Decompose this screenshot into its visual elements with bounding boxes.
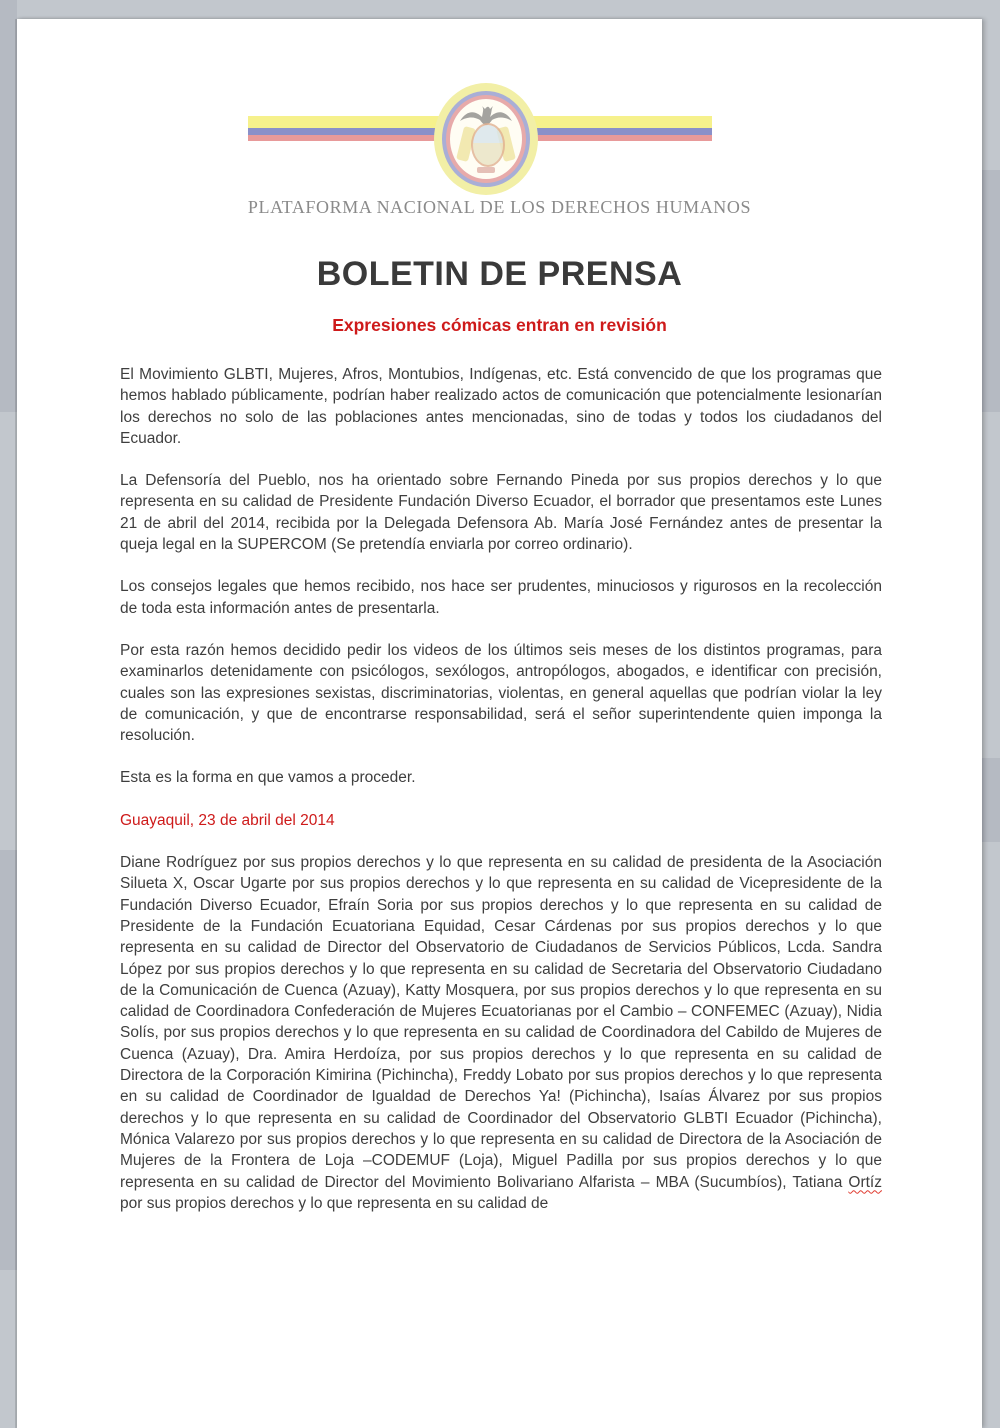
signatories-paragraph (120, 852, 882, 1214)
page-title: BOLETIN DE PRENSA (316, 255, 683, 293)
date-line: Guayaquil, 23 de abril del 2014 (120, 811, 335, 829)
background-shade-band (0, 0, 17, 412)
organization-name: PLATAFORMA NACIONAL DE LOS DERECHOS HUMANOS (247, 197, 752, 217)
condor-icon (459, 105, 513, 125)
body-paragraph: La Defensoría del Pueblo, nos ha orientado sobre Fernando Pineda por sus propios derechos y lo que representa en su calidad de Presidente Fundación Diverso Ecuador, el borrador que presentamos este Lunes 21 de abril del 2014, recibida por la Delegada Defensora Ab. María José Fernández antes de presentar la queja legal en la SUPERCOM (Se pretendía enviarla por correo ordinario). (120, 472, 882, 554)
body-paragraph: Por esta razón hemos decidido pedir los videos de los últimos seis meses de los distintos programas, para examinarlos detenidamente con psicólogos, sexólogos, antropólogos, abogados, e identificar con precisión, cuales son las expresiones sexistas, discriminatorias, violentas, en general aquellas que podrían violar la ley de comunicación, y que de encontrarse responsabilidad, será el señor superintendente quien imponga la resolución. (120, 641, 882, 745)
background-shade-band (0, 850, 17, 1270)
emblem-center (450, 99, 522, 179)
document-body (120, 364, 882, 1235)
emblem-ring-blue (442, 91, 530, 187)
emblem-ring-red (446, 95, 526, 183)
emblem-banner (477, 167, 495, 173)
background-shade-band (982, 758, 1000, 842)
document-page (17, 19, 982, 1428)
body-paragraph: El Movimiento GLBTI, Mujeres, Afros, Montubios, Indígenas, etc. Está convencido de que los programas que hemos hablado públicamente, podrían haber realizado actos de comunicación que potencialmente lesionarían los derechos no solo de las poblaciones antes mencionadas, sino de todas y todos los ciudadanos del Ecuador. (120, 366, 882, 447)
page-subtitle: Expresiones cómicas entran en revisión (332, 315, 667, 335)
emblem-shield (471, 123, 505, 167)
background-shade-band (982, 170, 1000, 412)
ecuador-coat-of-arms-icon (434, 83, 538, 195)
signatories-text-before: Diane Rodríguez por sus propios derechos y lo que representa en su calidad de presidenta de la Asociación Silueta X, Oscar Ugarte por sus propios derechos y lo que representa en su calidad de Vicepresidente de la Fundación Diverso Ecuador, Efraín Soria por sus propios derechos y lo que representa en su calidad de Presidente de la Fundación Ecuatoriana Equidad, Cesar Cárdenas por sus propios derechos y lo que representa en su calidad de Director del Observatorio de Ciudadanos de Servicios Públicos, Lcda. Sandra López por sus propios derechos y lo que representa en su calidad de Secretaria del Observatorio Ciudadano de la Comunicación de Cuenca (Azuay), Katty Mosquera, por sus propios derechos y lo que representa en su calidad de Coordinadora Confederación de Mujeres Ecuatorianas por el Cambio – CONFEMEC (Azuay), Nidia Solís, por sus propios derechos y lo que representa en su calidad de Coordinadora del Cabildo de Mujeres de Cuenca (Azuay), Dra. Amira Herdoíza, por sus propios derechos y lo que representa en su calidad de Directora de la Corporación Kimirina (Pichincha), Freddy Lobato por sus propios derechos y lo que representa en su calidad de Coordinador de Igualdad de Derechos Ya! (Pichincha), Isaías Álvarez por sus propios derechos y lo que representa en su calidad de Coordinador del Observatorio GLBTI Ecuador (Pichincha), Mónica Valarezo por sus propios derechos y lo que representa en su calidad de Directora de la Asociación de Mujeres de la Frontera de Loja –CODEMUF (Loja), Miguel Padilla por sus propios derechos y lo que representa en su calidad de Director del Movimiento Bolivariano Alfarista – MBA (Sucumbíos), Tatiana (120, 854, 882, 1191)
signatories-text-after: por sus propios derechos y lo que representa en su calidad de (120, 1194, 549, 1212)
body-paragraph: Esta es la forma en que vamos a proceder. (120, 769, 416, 787)
body-paragraph: Los consejos legales que hemos recibido, nos hace ser prudentes, minuciosos y rigurosos en la recolección de toda esta información antes de presentarla. (120, 578, 882, 617)
misspelled-word: Ortíz (848, 1173, 882, 1191)
